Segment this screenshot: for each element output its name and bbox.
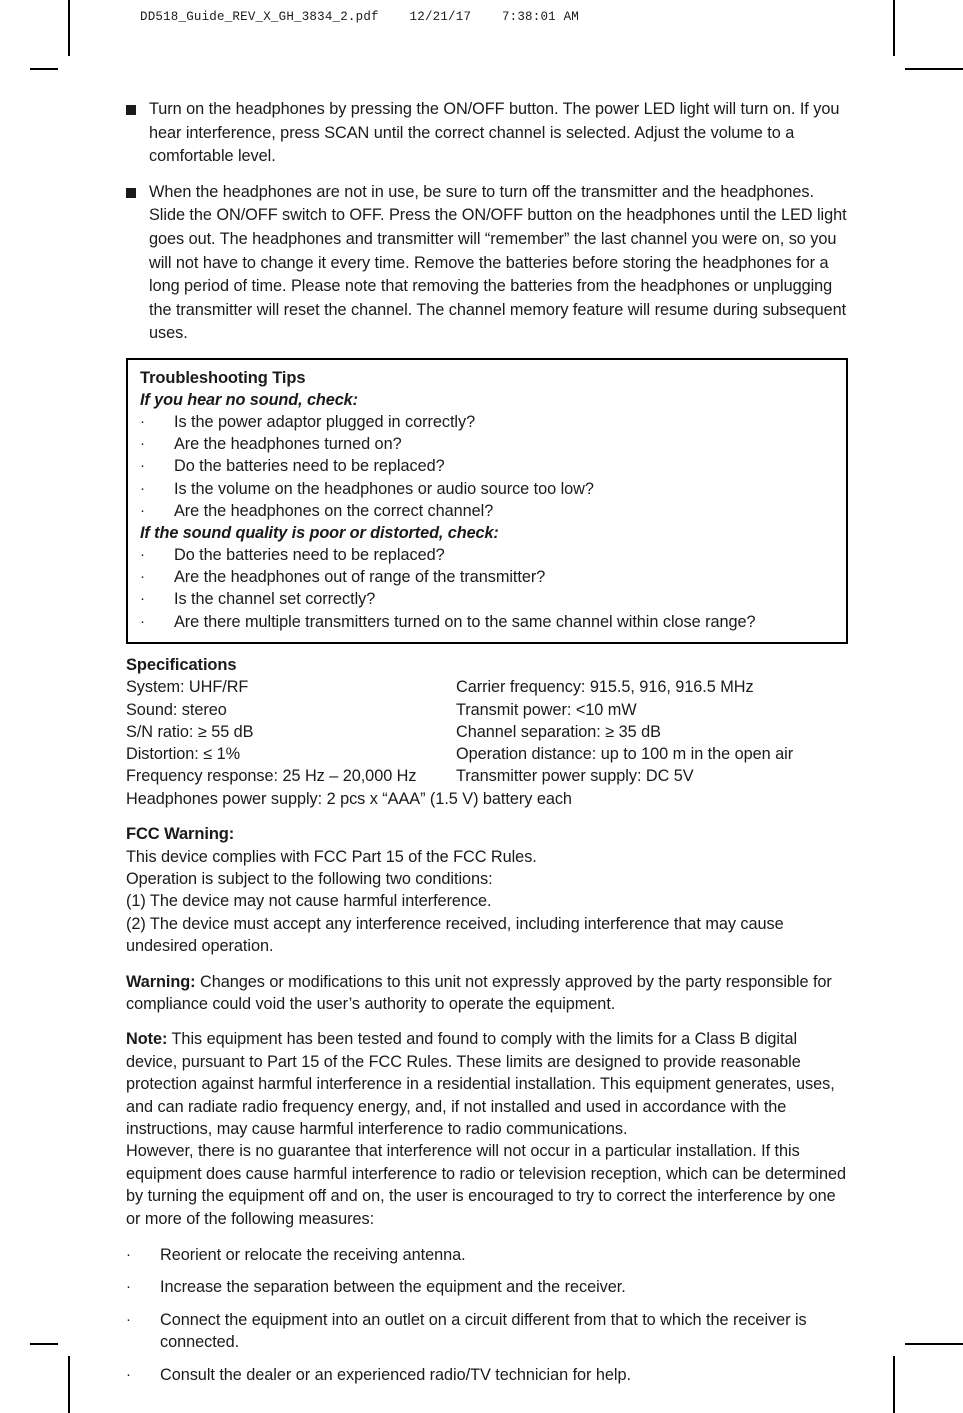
list-item-label: Are the headphones turned on? [174, 435, 402, 454]
note-paragraph [126, 1028, 848, 1140]
fcc-warning-title: FCC Warning: [126, 825, 235, 844]
specification-full-row: Headphones power supply: 2 pcs x “AAA” (1.5 V) battery each [126, 789, 572, 808]
fcc-warning-block [126, 823, 848, 958]
specification-right: Transmitter power supply: DC 5V [456, 767, 694, 786]
list-item [126, 1276, 848, 1298]
crop-mark-top-left-horizontal [30, 68, 58, 70]
measures-list [126, 1244, 848, 1386]
list-item [140, 478, 834, 500]
specification-right: Channel separation: ≥ 35 dB [456, 722, 661, 741]
specification-row [126, 676, 848, 698]
list-item-label: Consult the dealer or an experienced radio/TV technician for help. [160, 1365, 631, 1384]
page-header-slug: DD518_Guide_REV_X_GH_3834_2.pdf 12/21/17 7:38:01 AM [140, 10, 579, 24]
list-item [140, 455, 834, 477]
dot-bullet-icon: · [140, 501, 145, 519]
crop-mark-bottom-left-horizontal [30, 1343, 58, 1345]
instruction-text: Turn on the headphones by pressing the ON/OFF button. The power LED light will turn on. If you hear interference, press SCAN until the correct channel is selected. Adjust the volume to a comfortable level. [149, 100, 840, 166]
list-item [140, 411, 834, 433]
crop-mark-bottom-left-vertical [68, 1356, 70, 1413]
specification-right: Carrier frequency: 915.5, 916, 916.5 MHz [456, 678, 754, 697]
list-item-label: Is the power adaptor plugged in correctly? [174, 412, 476, 431]
instruction-item [126, 98, 848, 169]
specification-row [126, 721, 848, 743]
note-paragraph-continued: However, there is no guarantee that interference will not occur in a particular installation. If this equipment does cause harmful interference to radio or television reception, which can be determined by turning the equipment off and on, the user is encouraged to try to correct the interference by one or more of the following measures: [126, 1142, 846, 1228]
specification-row [126, 743, 848, 765]
troubleshooting-no-sound-list [140, 411, 834, 522]
fcc-warning-line: This device complies with FCC Part 15 of the FCC Rules. [126, 847, 537, 866]
document-content [126, 98, 848, 1396]
fcc-warning-line: (2) The device must accept any interference received, including interference that may cause undesired operation. [126, 914, 784, 956]
list-item-label: Do the batteries need to be replaced? [174, 457, 445, 476]
list-item-label: Is the volume on the headphones or audio source too low? [174, 479, 594, 498]
dot-bullet-icon: · [140, 479, 145, 497]
troubleshooting-poor-sound-list [140, 544, 834, 633]
specification-right: Operation distance: up to 100 m in the open air [456, 745, 794, 764]
fcc-warning-line: Operation is subject to the following two conditions: [126, 869, 493, 888]
list-item [140, 611, 834, 633]
list-item-label: Do the batteries need to be replaced? [174, 545, 445, 564]
specification-row [126, 765, 848, 787]
dot-bullet-icon: · [126, 1278, 131, 1296]
specification-left: Distortion: ≤ 1% [126, 745, 241, 764]
troubleshooting-box [126, 358, 848, 644]
specifications-title: Specifications [126, 655, 237, 674]
crop-mark-top-left-vertical [68, 0, 70, 56]
warning-label: Warning: [126, 972, 196, 991]
list-item-label: Are there multiple transmitters turned on to the same channel within close range? [174, 612, 756, 631]
crop-mark-top-right-horizontal [905, 68, 963, 70]
dot-bullet-icon: · [126, 1310, 131, 1328]
troubleshooting-no-sound-heading: If you hear no sound, check: [140, 390, 358, 409]
list-item [126, 1244, 848, 1266]
list-item [140, 588, 834, 610]
warning-body: Changes or modifications to this unit not expressly approved by the party responsible for compliance could void the user’s authority to operate the equipment. [126, 972, 832, 1013]
dot-bullet-icon: · [126, 1365, 131, 1383]
dot-bullet-icon: · [140, 545, 145, 563]
list-item-label: Increase the separation between the equipment and the receiver. [160, 1278, 626, 1297]
specification-left: Frequency response: 25 Hz – 20,000 Hz [126, 767, 417, 786]
specification-left: S/N ratio: ≥ 55 dB [126, 722, 254, 741]
dot-bullet-icon: · [140, 612, 145, 630]
list-item [126, 1364, 848, 1386]
dot-bullet-icon: · [140, 435, 145, 453]
specification-left: System: UHF/RF [126, 678, 249, 697]
specification-right: Transmit power: <10 mW [456, 700, 637, 719]
dot-bullet-icon: · [140, 590, 145, 608]
dot-bullet-icon: · [126, 1246, 131, 1264]
note-body: This equipment has been tested and found to comply with the limits for a Class B digital device, pursuant to Part 15 of the FCC Rules. These limits are designed to provide reasonable protection against harmful interference in a residential installation. This equipment generates, uses, and can radiate radio frequency energy, and, if not installed and used in accordance with the instructions, may cause harmful interference to radio communications. [126, 1030, 835, 1139]
list-item-label: Is the channel set correctly? [174, 590, 376, 609]
fcc-warning-line: (1) The device may not cause harmful interference. [126, 892, 492, 911]
square-bullet-icon [126, 105, 136, 115]
list-item [126, 1309, 848, 1354]
crop-mark-bottom-right-vertical [893, 1356, 895, 1413]
note-label: Note: [126, 1030, 168, 1049]
dot-bullet-icon: · [140, 412, 145, 430]
instruction-text: When the headphones are not in use, be sure to turn off the transmitter and the headphones. Slide the ON/OFF switch to OFF. Press the ON/OFF button on the headphones until the LED light goes out. The headphones and transmitter will “remember” the last channel you were on, so you will not have to change it every time. Remove the batteries before storing the headphones for a long period of time. Please note that removing the batteries from the headphones or unplugging the transmitter will reset the channel. The channel memory feature will resume during subsequent uses. [149, 182, 847, 343]
list-item [140, 544, 834, 566]
list-item [140, 566, 834, 588]
specification-left: Sound: stereo [126, 700, 227, 719]
square-bullet-icon [126, 188, 136, 198]
troubleshooting-title: Troubleshooting Tips [140, 368, 306, 387]
dot-bullet-icon: · [140, 457, 145, 475]
dot-bullet-icon: · [140, 568, 145, 586]
list-item [140, 500, 834, 522]
troubleshooting-poor-sound-heading: If the sound quality is poor or distorted, check: [140, 523, 499, 542]
crop-mark-bottom-right-horizontal [905, 1343, 963, 1345]
list-item-label: Are the headphones out of range of the transmitter? [174, 568, 546, 587]
list-item [140, 433, 834, 455]
list-item-label: Connect the equipment into an outlet on a circuit different from that to which the receiver is connected. [160, 1310, 807, 1352]
list-item-label: Are the headphones on the correct channel? [174, 501, 494, 520]
warning-paragraph [126, 971, 848, 1016]
list-item-label: Reorient or relocate the receiving antenna. [160, 1246, 466, 1265]
crop-mark-top-right-vertical [893, 0, 895, 56]
specification-row [126, 699, 848, 721]
instruction-item [126, 181, 848, 346]
